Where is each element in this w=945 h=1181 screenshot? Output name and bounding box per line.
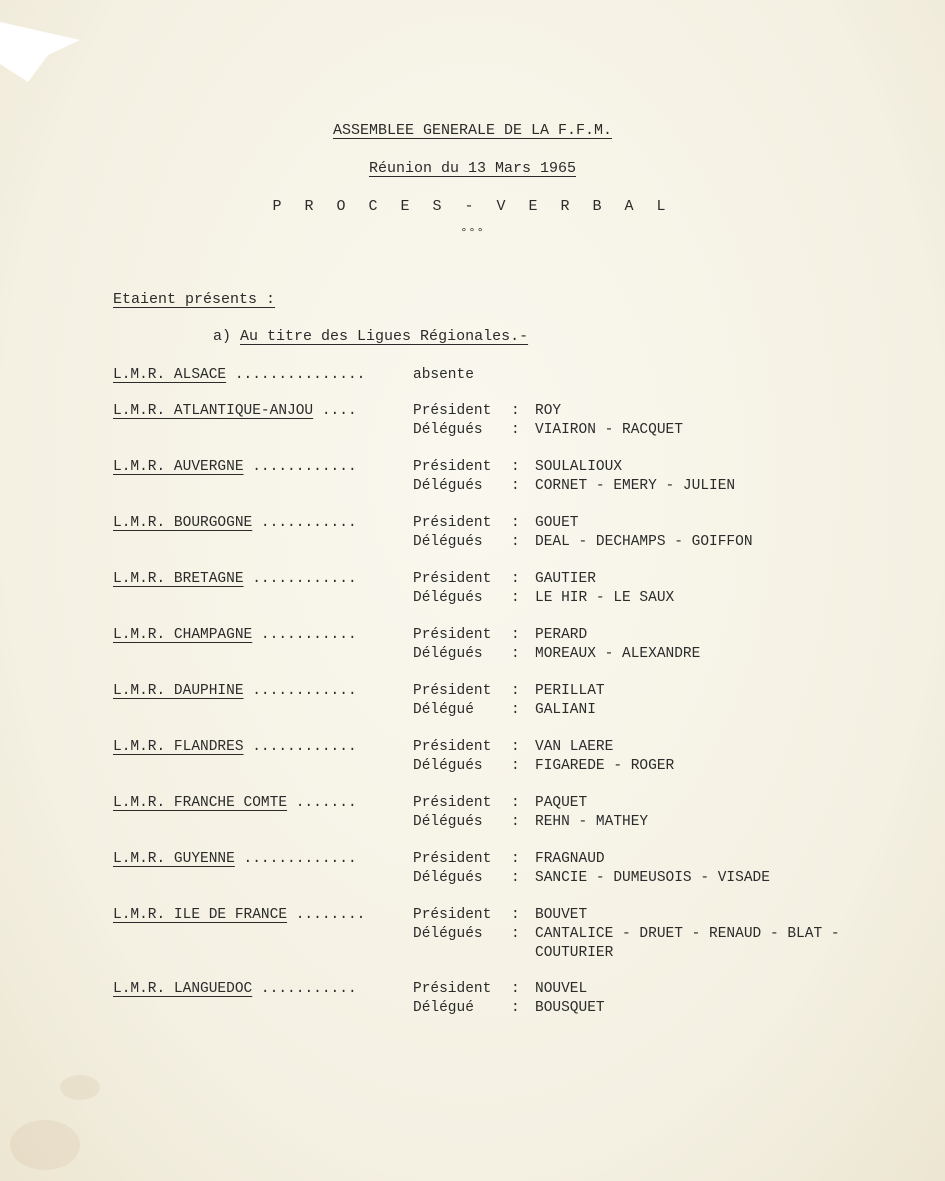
torn-corner: [0, 22, 80, 82]
league-name: [113, 738, 357, 757]
member-names: NOUVEL: [535, 981, 588, 997]
leader-dots: ............: [243, 683, 357, 699]
member-names: FIGAREDE - ROGER: [535, 758, 675, 774]
member-names: GAUTIER: [535, 571, 596, 587]
member-names: ROY: [535, 403, 562, 419]
member-role: Délégués: [413, 814, 483, 830]
member-role: Délégués: [413, 534, 483, 550]
league-title: L.M.R. BRETAGNE: [113, 571, 244, 587]
league-name: [113, 366, 365, 385]
role-separator: :: [511, 590, 520, 606]
role-separator: :: [511, 478, 520, 494]
league-name: [113, 682, 357, 701]
leader-dots: ....: [313, 403, 357, 419]
league-title: L.M.R. AUVERGNE: [113, 459, 244, 475]
league-name: [113, 906, 365, 925]
league-name: [113, 980, 357, 999]
member-names: REHN - MATHEY: [535, 814, 649, 830]
league-name: [113, 570, 357, 589]
role-separator: :: [511, 515, 520, 531]
role-separator: :: [511, 422, 520, 438]
leader-dots: ............: [243, 571, 357, 587]
member-role: Président: [413, 403, 492, 419]
role-separator: :: [511, 758, 520, 774]
member-names: PERILLAT: [535, 683, 605, 699]
member-names: VAN LAERE: [535, 739, 614, 755]
member-names: MOREAUX - ALEXANDRE: [535, 646, 701, 662]
league-title: L.M.R. ATLANTIQUE-ANJOU: [113, 403, 314, 419]
member-names: DEAL - DECHAMPS - GOIFFON: [535, 534, 753, 550]
league-name: [113, 458, 357, 477]
member-role: Président: [413, 459, 492, 475]
member-names: SANCIE - DUMEUSOIS - VISADE: [535, 870, 770, 886]
member-names: COUTURIER: [535, 945, 614, 961]
member-role: Délégués: [413, 478, 483, 494]
role-separator: :: [511, 459, 520, 475]
member-role: Président: [413, 795, 492, 811]
league-title: L.M.R. FRANCHE COMTE: [113, 795, 288, 811]
role-separator: :: [511, 627, 520, 643]
leader-dots: ............: [243, 739, 357, 755]
member-names: PAQUET: [535, 795, 588, 811]
league-name: [113, 626, 357, 645]
role-separator: :: [511, 870, 520, 886]
member-role: Président: [413, 683, 492, 699]
leader-dots: ...........: [252, 981, 357, 997]
ornament: °°°: [460, 226, 485, 240]
leader-dots: ...........: [252, 515, 357, 531]
present-label: Etaient présents :: [113, 291, 276, 308]
leader-dots: ........: [287, 907, 366, 923]
member-names: BOUVET: [535, 907, 588, 923]
role-separator: :: [511, 851, 520, 867]
member-names: FRAGNAUD: [535, 851, 605, 867]
member-role: Délégués: [413, 926, 483, 942]
league-title: L.M.R. BOURGOGNE: [113, 515, 253, 531]
league-title: L.M.R. ILE DE FRANCE: [113, 907, 288, 923]
member-names: VIAIRON - RACQUET: [535, 422, 683, 438]
member-role: Délégués: [413, 422, 483, 438]
role-separator: :: [511, 403, 520, 419]
section-heading: a) Au titre des Ligues Régionales.-: [213, 328, 529, 345]
league-title: L.M.R. CHAMPAGNE: [113, 627, 253, 643]
league-title: L.M.R. GUYENNE: [113, 851, 235, 867]
member-names: GOUET: [535, 515, 579, 531]
role-separator: :: [511, 814, 520, 830]
role-separator: :: [511, 1000, 520, 1016]
league-title: L.M.R. FLANDRES: [113, 739, 244, 755]
leader-dots: ...............: [226, 367, 366, 383]
league-title: L.M.R. DAUPHINE: [113, 683, 244, 699]
member-role: absente: [413, 367, 474, 383]
leader-dots: .............: [234, 851, 357, 867]
leader-dots: ............: [243, 459, 357, 475]
paper-stain: [60, 1075, 100, 1100]
member-role: Délégués: [413, 646, 483, 662]
league-title: L.M.R. LANGUEDOC: [113, 981, 253, 997]
member-role: Délégué: [413, 1000, 474, 1016]
league-title: L.M.R. ALSACE: [113, 367, 227, 383]
member-role: Président: [413, 851, 492, 867]
member-names: PERARD: [535, 627, 588, 643]
role-separator: :: [511, 739, 520, 755]
member-names: CORNET - EMERY - JULIEN: [535, 478, 736, 494]
role-separator: :: [511, 907, 520, 923]
member-names: GALIANI: [535, 702, 596, 718]
league-name: [113, 794, 357, 813]
league-name: [113, 514, 357, 533]
role-separator: :: [511, 571, 520, 587]
league-name: [113, 850, 357, 869]
leader-dots: ...........: [252, 627, 357, 643]
role-separator: :: [511, 926, 520, 942]
member-role: Président: [413, 515, 492, 531]
member-role: Délégués: [413, 758, 483, 774]
role-separator: :: [511, 702, 520, 718]
leader-dots: .......: [287, 795, 357, 811]
member-role: Président: [413, 627, 492, 643]
member-role: Délégués: [413, 870, 483, 886]
league-name: [113, 402, 357, 421]
role-separator: :: [511, 646, 520, 662]
role-separator: :: [511, 795, 520, 811]
member-names: SOULALIOUX: [535, 459, 623, 475]
paper-stain: [10, 1120, 80, 1170]
member-role: Président: [413, 739, 492, 755]
member-names: BOUSQUET: [535, 1000, 605, 1016]
document-title: ASSEMBLEE GENERALE DE LA F.F.M.: [332, 122, 613, 139]
member-role: Président: [413, 981, 492, 997]
meeting-date: Réunion du 13 Mars 1965: [368, 160, 577, 177]
member-role: Délégués: [413, 590, 483, 606]
member-role: Président: [413, 571, 492, 587]
role-separator: :: [511, 534, 520, 550]
member-names: CANTALICE - DRUET - RENAUD - BLAT -: [535, 926, 840, 942]
role-separator: :: [511, 981, 520, 997]
role-separator: :: [511, 683, 520, 699]
member-role: Délégué: [413, 702, 474, 718]
member-names: LE HIR - LE SAUX: [535, 590, 675, 606]
member-role: Président: [413, 907, 492, 923]
document-heading: P R O C E S - V E R B A L: [272, 198, 673, 215]
